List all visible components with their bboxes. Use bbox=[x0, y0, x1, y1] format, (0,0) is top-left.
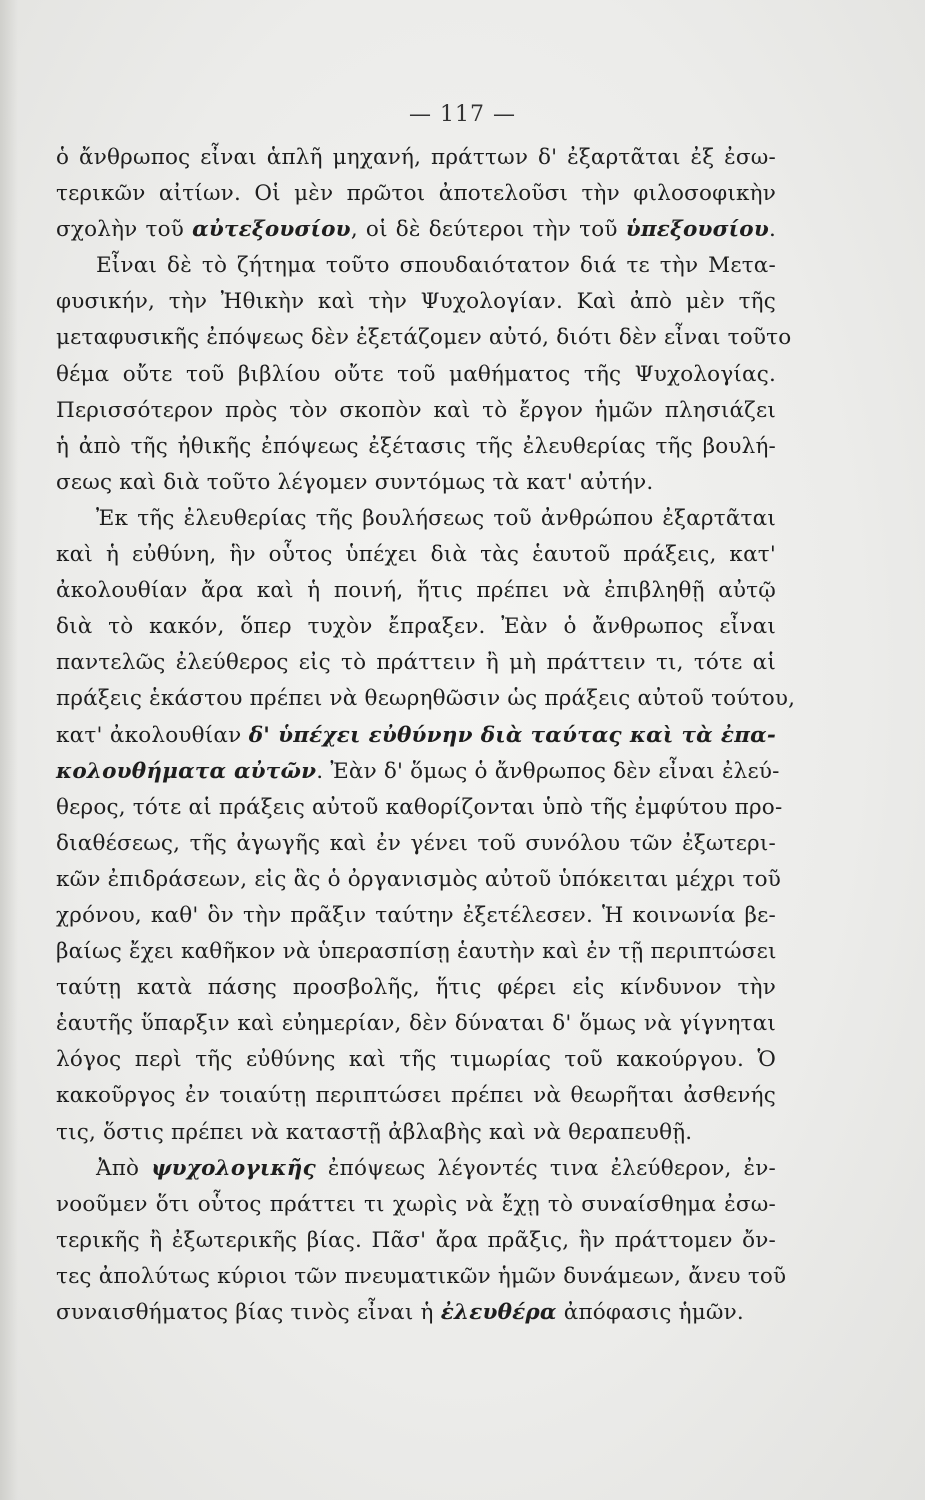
body-text bbox=[56, 140, 796, 1331]
text-segment: νοοῦμεν ὅτι οὗτος πράττει τι χωρὶς νὰ ἔχῃ τὸ συναίσθημα ἐσω- bbox=[56, 1191, 776, 1217]
page-number: — 117 — bbox=[409, 102, 516, 127]
text-line bbox=[56, 934, 776, 970]
text-segment: διὰ τὸ κακόν, ὅπερ τυχὸν ἔπραξεν. Ἐὰν ὁ ἄνθρωπος εἶναι bbox=[56, 614, 776, 640]
text-segment: λόγος περὶ τῆς εὐθύνης καὶ τῆς τιμωρίας τοῦ κακούργου. Ὁ bbox=[56, 1047, 776, 1073]
text-line bbox=[56, 970, 776, 1006]
text-segment: μεταφυσικῆς ἐπόψεως δὲν ἐξετάζομεν αὐτό, διότι δὲν εἶναι τοῦτο bbox=[56, 325, 792, 351]
text-segment: ὁ ἄνθρωπος εἶναι ἁπλῆ μηχανή, πράττων δ' ἐξαρτᾶται ἐξ ἐσω- bbox=[56, 145, 776, 170]
text-line bbox=[56, 862, 782, 898]
text-segment: Περισσότερον πρὸς τὸν σκοπὸν καὶ τὸ ἔργον ἡμῶν πλησιάζει bbox=[56, 397, 776, 423]
text-segment: θέμα οὔτε τοῦ βιβλίου οὔτε τοῦ μαθήματος τῆς Ψυχολογίας. bbox=[56, 361, 776, 387]
text-line bbox=[56, 609, 776, 645]
text-line bbox=[56, 212, 776, 248]
text-line bbox=[56, 284, 776, 320]
text-line bbox=[56, 1006, 776, 1042]
emphasized-text: ὑπεξουσίου bbox=[625, 217, 769, 243]
text-segment: κακοῦργος ἐν τοιαύτῃ περιπτώσει πρέπει νὰ θεωρῆται ἀσθενής bbox=[56, 1083, 776, 1109]
text-line bbox=[56, 681, 796, 717]
text-segment: πράξεις ἑκάστου πρέπει νὰ θεωρηθῶσιν ὡς πράξεις αὐτοῦ τούτου, bbox=[56, 686, 796, 712]
text-segment: τες ἀπολύτως κύριοι τῶν πνευματικῶν ἡμῶν δυνάμεων, ἄνευ τοῦ bbox=[56, 1263, 787, 1289]
text-segment: ἀπόφασις ἡμῶν. bbox=[556, 1300, 744, 1325]
text-segment: ταύτῃ κατὰ πάσης προσβολῆς, ἥτις φέρει εἰς κίνδυνον τὴν bbox=[56, 975, 776, 1001]
text-segment: . Ἐὰν δ' ὅμως ὁ ἄνθρωπος δὲν εἶναι ἐλεύ- bbox=[316, 758, 780, 784]
text-line bbox=[56, 718, 776, 754]
text-segment: , οἱ δὲ δεύτεροι τὴν τοῦ bbox=[350, 217, 626, 243]
text-line bbox=[56, 1295, 776, 1331]
text-line bbox=[56, 1042, 776, 1078]
text-segment: σεως καὶ διὰ τοῦτο λέγομεν συντόμως τὰ κατ' αὐτήν. bbox=[56, 469, 654, 495]
text-line bbox=[56, 645, 776, 681]
text-line bbox=[56, 429, 776, 465]
text-line bbox=[56, 1115, 776, 1151]
text-segment: τερικῶν αἰτίων. Οἱ μὲν πρῶτοι ἀποτελοῦσι τὴν φιλοσοφικὴν bbox=[56, 181, 776, 207]
text-segment: φυσικήν, τὴν Ἠθικὴν καὶ τὴν Ψυχολογίαν. Καὶ ἀπὸ μὲν τῆς bbox=[56, 289, 776, 315]
text-segment: κῶν ἐπιδράσεων, εἰς ἃς ὁ ὀργανισμὸς αὐτοῦ ὑπόκειται μέχρι τοῦ bbox=[56, 866, 782, 892]
text-segment: θερος, τότε αἱ πράξεις αὐτοῦ καθορίζονται ὑπὸ τῆς ἐμφύτου προ- bbox=[56, 794, 783, 820]
emphasized-text: κολουθήματα αὐτῶν bbox=[56, 758, 317, 784]
text-segment: χρόνου, καθ' ὃν τὴν πρᾶξιν ταύτην ἐξετέλεσεν. Ἡ κοινωνία βε- bbox=[56, 902, 776, 928]
text-segment: Ἐκ τῆς ἐλευθερίας τῆς βουλήσεως τοῦ ἀνθρώπου ἐξαρτᾶται bbox=[96, 505, 776, 531]
text-line bbox=[56, 573, 776, 609]
text-line bbox=[56, 140, 776, 176]
text-segment: . bbox=[768, 217, 776, 243]
emphasized-text: αὐτεξουσίου bbox=[192, 217, 351, 243]
text-segment: Ἀπὸ bbox=[96, 1155, 152, 1181]
text-line bbox=[56, 176, 776, 212]
text-segment: ἑαυτῆς ὕπαρξιν καὶ εὐημερίαν, δὲν δύναται δ' ὅμως νὰ γίγνηται bbox=[56, 1011, 776, 1037]
text-segment: διαθέσεως, τῆς ἀγωγῆς καὶ ἐν γένει τοῦ συνόλου τῶν ἐξωτερι- bbox=[56, 830, 776, 856]
text-line bbox=[56, 1259, 787, 1295]
text-segment: τερικῆς ἢ ἐξωτερικῆς βίας. Πᾶσ' ἄρα πρᾶξις, ἣν πράττομεν ὄν- bbox=[56, 1227, 776, 1253]
text-line bbox=[56, 465, 776, 501]
text-line bbox=[56, 754, 780, 790]
text-segment: σχολὴν τοῦ bbox=[56, 217, 193, 243]
text-segment: ἐπόψεως λέγοντές τινα ἐλεύθερον, ἐν- bbox=[315, 1155, 776, 1181]
text-line bbox=[56, 1078, 776, 1114]
text-line bbox=[56, 537, 776, 573]
text-segment: Εἶναι δὲ τὸ ζήτημα τοῦτο σπουδαιότατον διά τε τὴν Μετα- bbox=[96, 253, 776, 279]
emphasized-text: ψυχολογικῆς bbox=[151, 1155, 316, 1181]
text-line bbox=[56, 790, 783, 826]
page-edge-shadow bbox=[0, 0, 18, 1500]
text-segment: κατ' ἀκολουθίαν bbox=[56, 722, 249, 748]
text-line bbox=[56, 898, 776, 934]
text-line bbox=[56, 248, 776, 284]
emphasized-text: ἐλευθέρα bbox=[440, 1300, 557, 1325]
emphasized-text: δ' ὑπέχει εὐθύνην διὰ ταύτας καὶ τὰ ἐπα- bbox=[248, 722, 776, 748]
text-line bbox=[56, 826, 776, 862]
text-line bbox=[56, 357, 776, 393]
text-line bbox=[56, 1187, 776, 1223]
text-line bbox=[56, 320, 792, 356]
text-segment: τις, ὅστις πρέπει νὰ καταστῇ ἀβλαβὴς καὶ νὰ θεραπευθῇ. bbox=[56, 1119, 693, 1145]
text-line bbox=[56, 501, 776, 537]
text-line bbox=[56, 1151, 776, 1187]
text-line bbox=[56, 393, 776, 429]
text-segment: συναισθήματος βίας τινὸς εἶναι ἡ bbox=[56, 1300, 441, 1325]
text-segment: παντελῶς ἐλεύθερος εἰς τὸ πράττειν ἢ μὴ πράττειν τι, τότε αἱ bbox=[56, 650, 776, 676]
text-segment: ἀκολουθίαν ἄρα καὶ ἡ ποινή, ἥτις πρέπει νὰ ἐπιβληθῇ αὐτῷ bbox=[56, 578, 776, 604]
text-line bbox=[56, 1223, 776, 1259]
text-segment: καὶ ἡ εὐθύνη, ἣν οὗτος ὑπέχει διὰ τὰς ἑαυτοῦ πράξεις, κατ' bbox=[56, 542, 776, 568]
text-segment: βαίως ἔχει καθῆκον νὰ ὑπερασπίσῃ ἑαυτὴν καὶ ἐν τῇ περιπτώσει bbox=[56, 939, 777, 965]
text-segment: ἡ ἀπὸ τῆς ἠθικῆς ἐπόψεως ἐξέτασις τῆς ἐλευθερίας τῆς βουλή- bbox=[56, 433, 776, 459]
